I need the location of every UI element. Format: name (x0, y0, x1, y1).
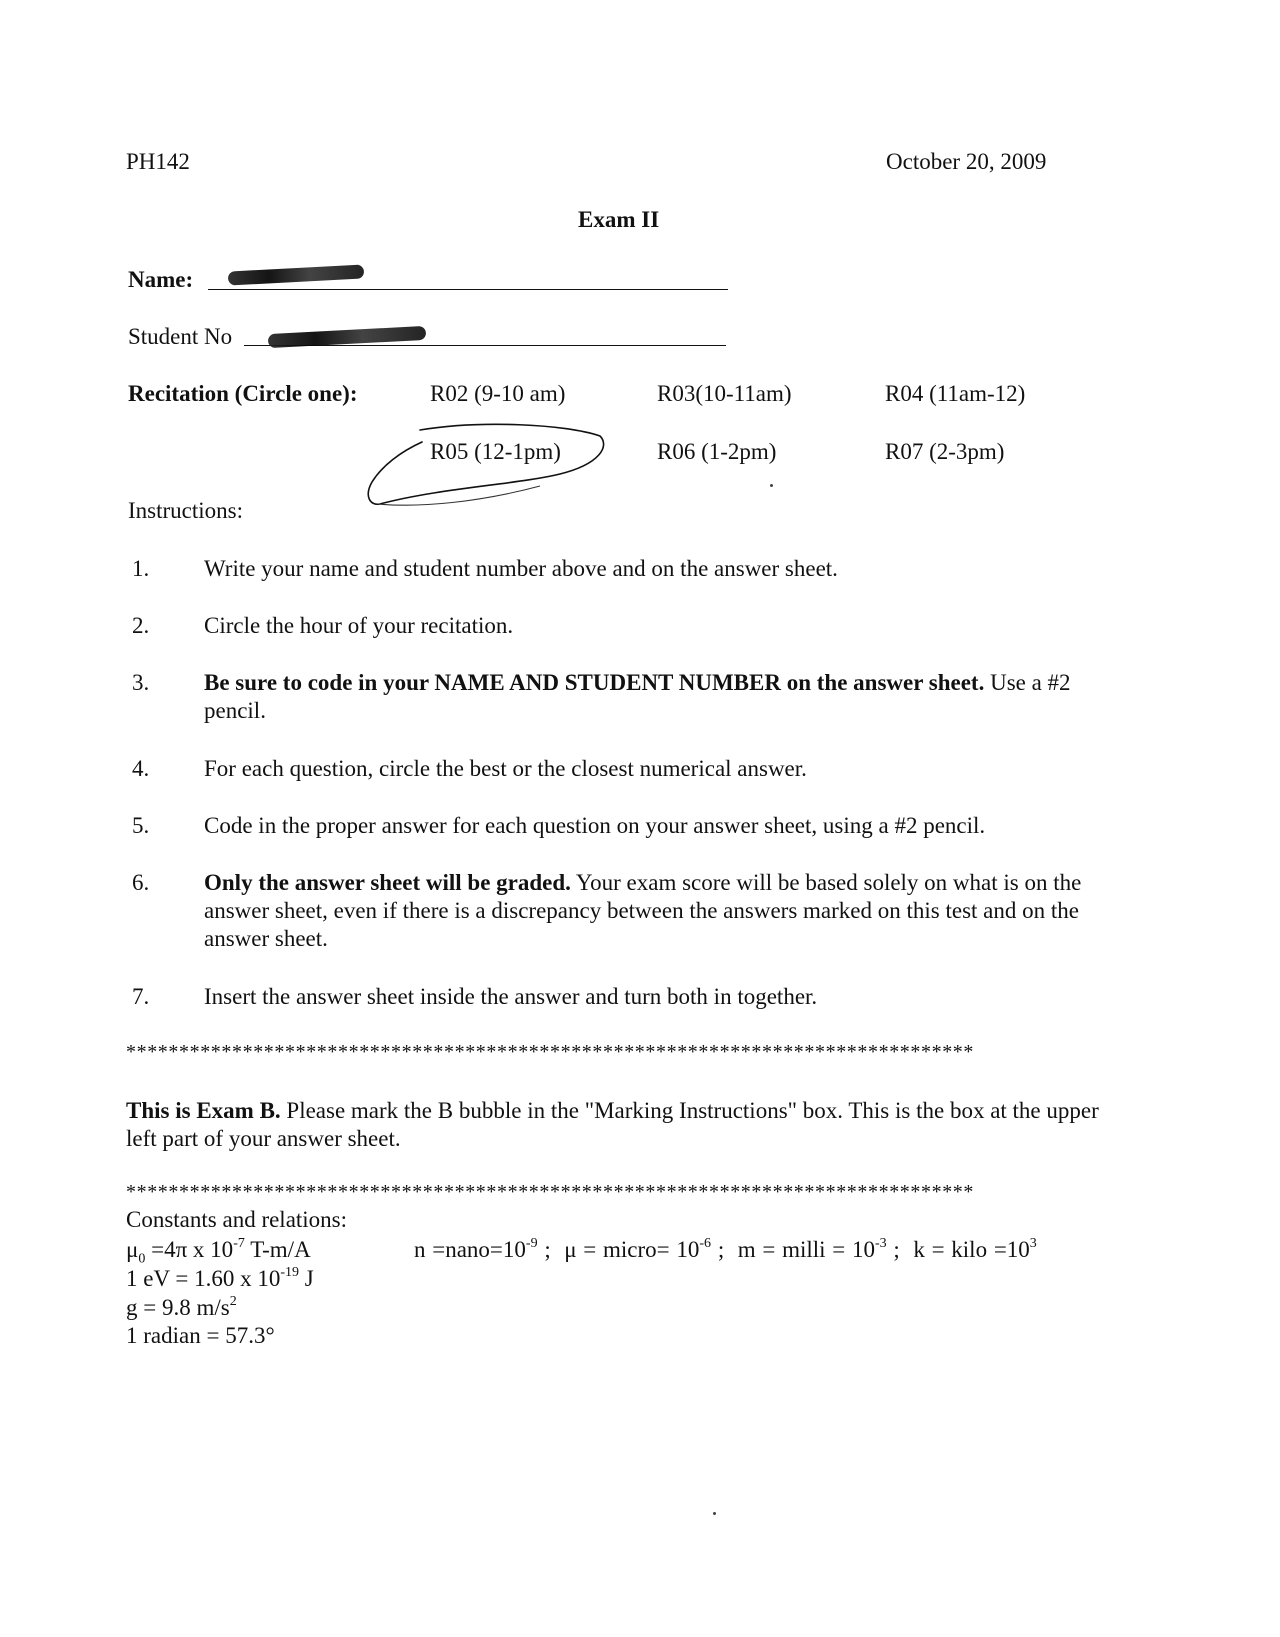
redacted-name-mark (228, 264, 365, 285)
prefix-milli: m = milli = $10^{-3}$ ; (737, 1236, 900, 1262)
instruction-text: Use a #2 pencil. (204, 670, 1071, 723)
recitation-option-r05[interactable]: R05 (12-1pm) (430, 439, 561, 464)
separator-line: ******************************************************************************** (126, 1041, 974, 1063)
recitation-option-r03[interactable]: R03(10-11am) (657, 381, 792, 406)
name-field-line[interactable] (208, 289, 728, 290)
exam-version-text: Please mark the B bubble in the "Marking Instructions" box. This is the box at the upper left part of your answer sheet. (126, 1098, 1099, 1151)
name-label: Name: (128, 267, 194, 292)
circle-mark (360, 416, 620, 516)
instructions-label: Instructions: (128, 498, 243, 523)
instruction-text: Code in the proper answer for each question on your answer sheet, using a #2 pencil. (204, 813, 986, 838)
instruction-text: Write your name and student number above and on the answer sheet. (204, 556, 838, 581)
constant-gravity: g = 9.8 $m/s^2$ (126, 1294, 237, 1320)
constant-radian: 1 radian = 57.3° (126, 1323, 275, 1348)
instruction-number: 5. (132, 813, 150, 838)
recitation-option-r02[interactable]: R02 (9-10 am) (430, 381, 566, 406)
scan-speck (713, 1512, 716, 1515)
instruction-bold-text: Only the answer sheet will be graded. (204, 870, 571, 895)
recitation-option-r06[interactable]: R06 (1-2pm) (657, 439, 777, 464)
constants-label: Constants and relations: (126, 1207, 348, 1232)
recitation-label: Recitation (Circle one): (128, 381, 358, 406)
recitation-option-r07[interactable]: R07 (2-3pm) (885, 439, 1005, 464)
course-code: PH142 (126, 149, 190, 174)
constant-electron-volt: 1 eV = 1.60 x $10^{-19}$ J (126, 1265, 314, 1291)
instruction-number: 2. (132, 613, 150, 638)
instruction-number: 1. (132, 556, 150, 581)
separator-line: ******************************************************************************** (126, 1181, 974, 1203)
instruction-text: Your exam score will be based solely on what is on the answer sheet, even if there is a discrepancy between the answers marked on this test and on the answer sheet. (204, 870, 1082, 951)
exam-version-bold: This is Exam B. (126, 1098, 281, 1123)
student-no-label: Student No (128, 324, 233, 349)
instruction-text: Insert the answer sheet inside the answer and turn both in together. (204, 984, 818, 1009)
instruction-item-3 (204, 669, 1124, 725)
instruction-number: 7. (132, 984, 150, 1009)
instruction-bold-text: Be sure to code in your NAME AND STUDENT NUMBER on the answer sheet. (204, 670, 985, 695)
instruction-number: 6. (132, 870, 150, 895)
instruction-text: For each question, circle the best or the closest numerical answer. (204, 756, 807, 781)
recitation-option-r04[interactable]: R04 (11am-12) (885, 381, 1026, 406)
scan-speck (770, 484, 773, 487)
exam-title: Exam II (578, 207, 660, 232)
unit-prefixes (414, 1236, 1037, 1264)
instruction-item-6 (204, 869, 1124, 953)
exam-date: October 20, 2009 (886, 149, 1047, 174)
prefix-kilo: k = kilo $=10^3$ (913, 1236, 1037, 1262)
instruction-text: Circle the hour of your recitation. (204, 613, 514, 638)
exam-version-note (126, 1097, 1116, 1153)
prefix-micro: μ = micro= $10^{-6}$ ; (564, 1236, 725, 1262)
instruction-number: 4. (132, 756, 150, 781)
prefix-nano: $n =nano=10^{-9}$ ; (414, 1236, 551, 1262)
constant-mu0: $\mu_0 =4\pi$ x $10^{-7}$ T-m/A (126, 1236, 311, 1267)
instruction-number: 3. (132, 670, 150, 695)
